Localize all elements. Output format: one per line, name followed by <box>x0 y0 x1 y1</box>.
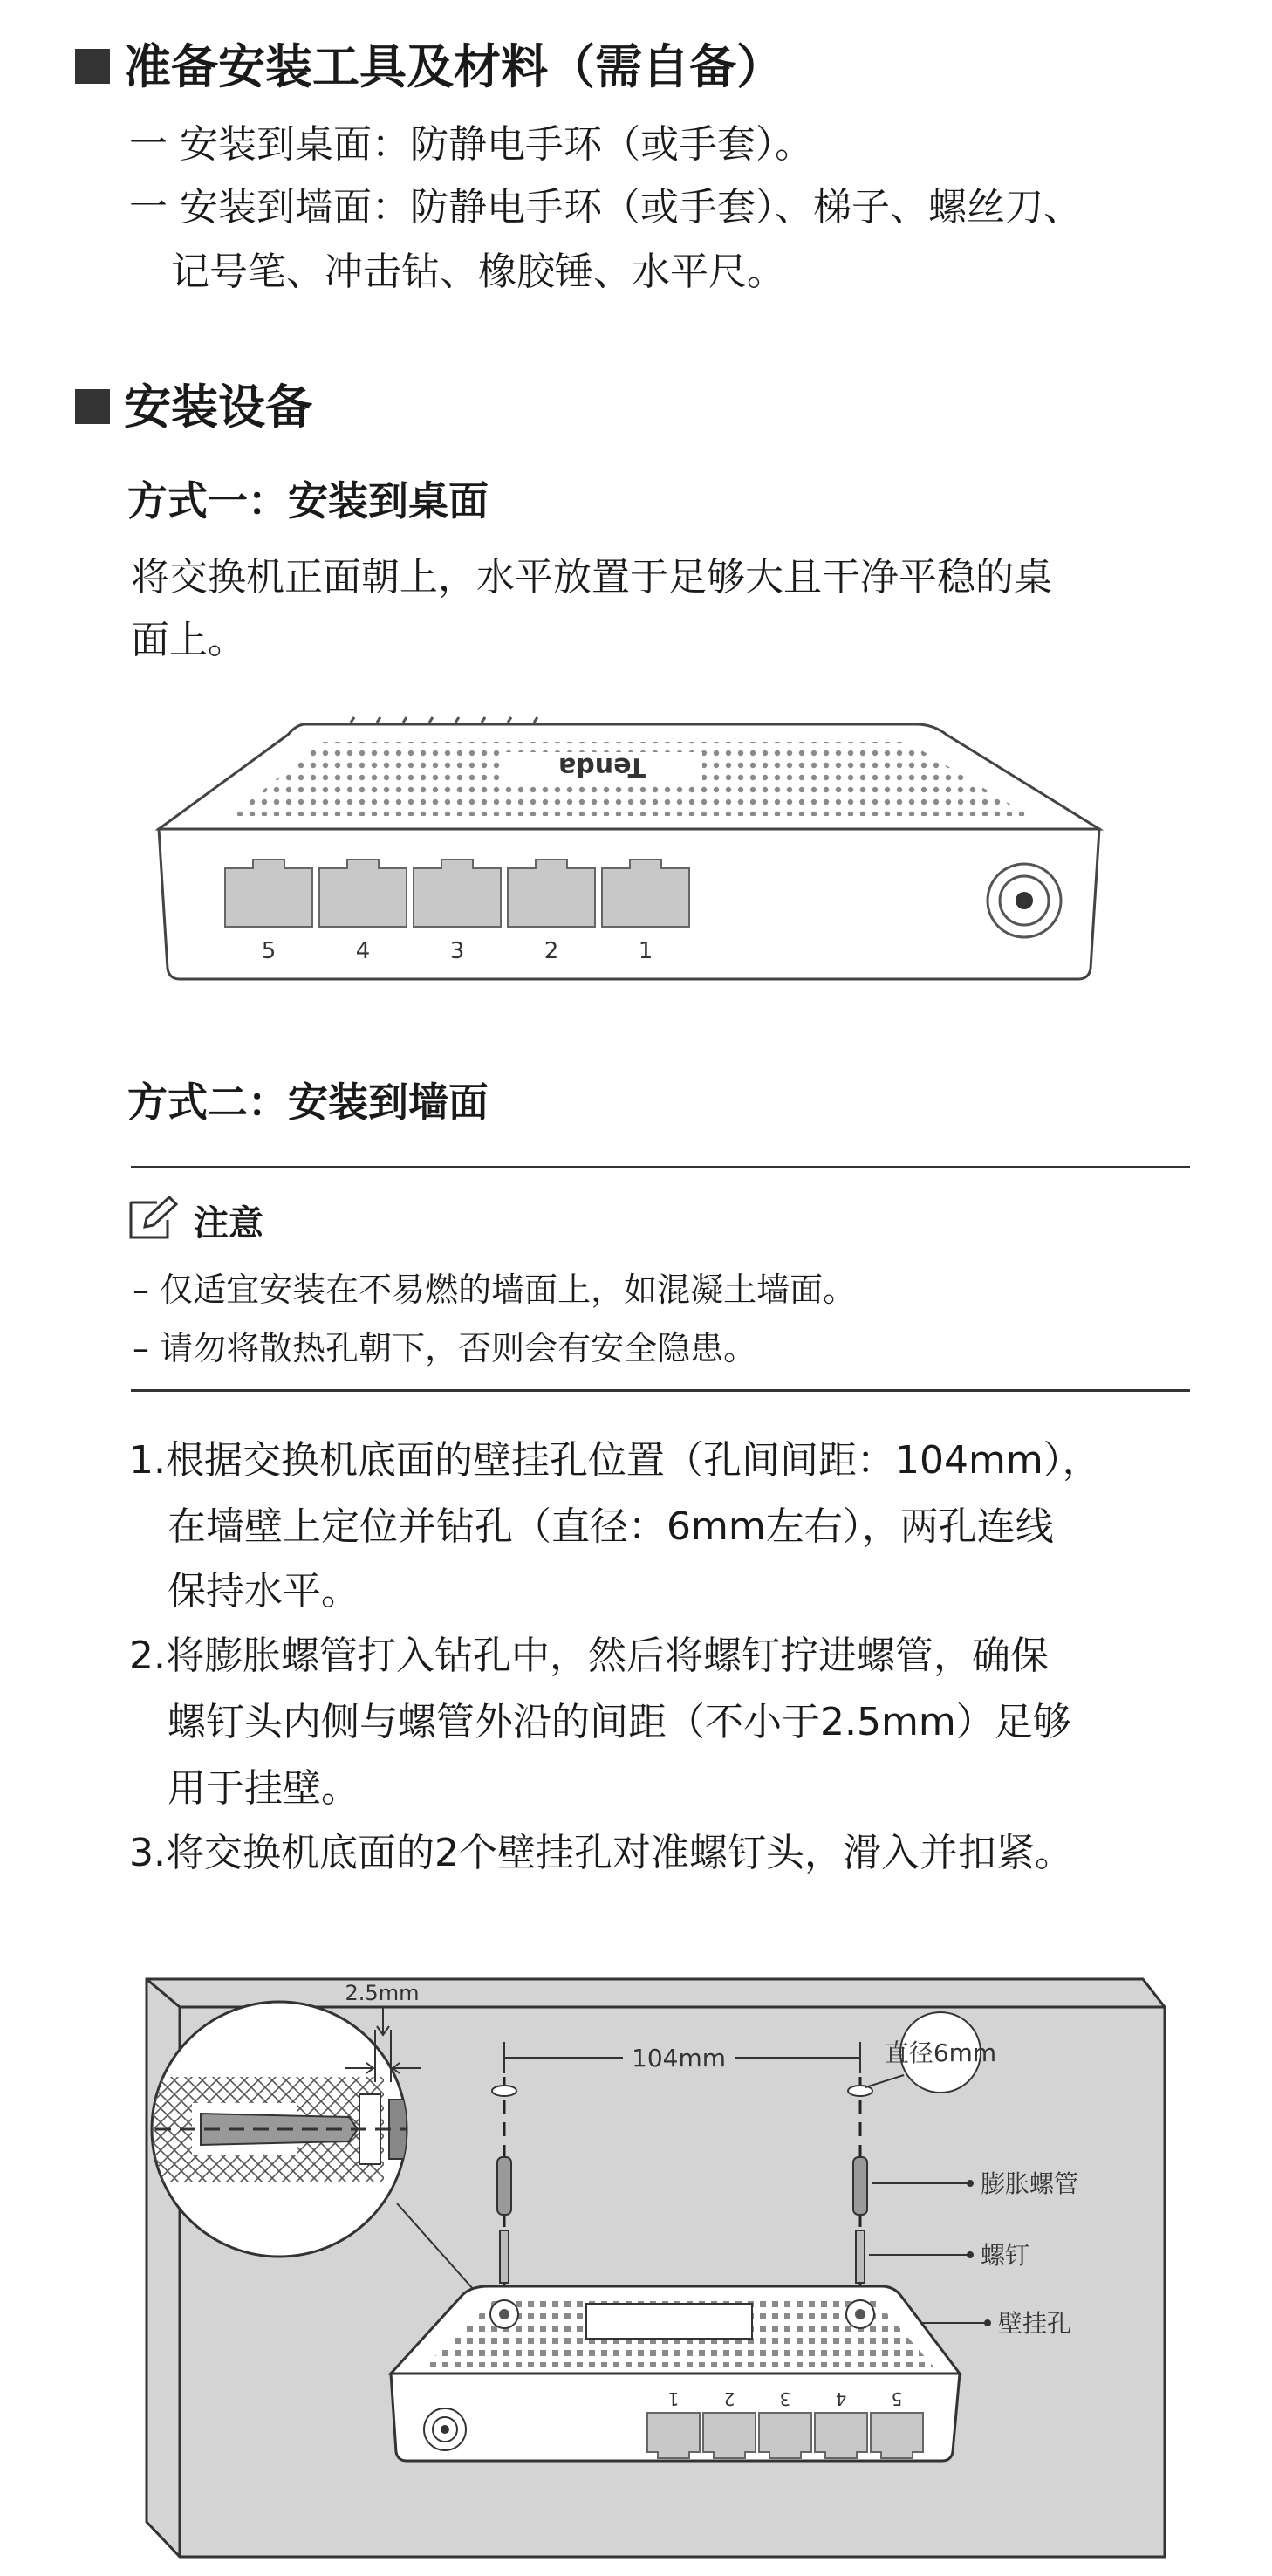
port-icon <box>815 2413 867 2458</box>
note-item: – 仅适宜安装在不易燃的墙面上，如混凝土墙面。 <box>133 1271 857 1309</box>
port-icon <box>508 860 595 927</box>
power-jack-icon <box>988 864 1061 937</box>
divider <box>131 1166 1190 1168</box>
port-icon <box>602 860 689 927</box>
port-label: 5 <box>891 2388 903 2409</box>
heading-square-icon <box>75 389 110 424</box>
screw-icon <box>856 2230 865 2283</box>
diameter-label: 直径6mm <box>884 2038 997 2067</box>
port-icon <box>414 860 501 927</box>
anchor-label: 膨胀螺管 <box>981 2169 1079 2198</box>
anchor-icon <box>853 2157 867 2215</box>
port-icon <box>759 2413 811 2458</box>
port-icon <box>225 860 312 927</box>
note-item: – 请勿将散热孔朝下，否则会有安全隐患。 <box>133 1329 757 1367</box>
method2-title: 方式二：安装到墙面 <box>127 1079 489 1126</box>
port-icon <box>703 2413 756 2458</box>
port-icon <box>647 2413 700 2458</box>
tools-wall-line-cont: 记号笔、冲击钻、橡胶锤、水平尺。 <box>171 250 785 294</box>
section-heading-install: 安装设备 <box>124 380 312 435</box>
hole-label: 壁挂孔 <box>998 2309 1072 2338</box>
method1-text: 将交换机正面朝上，水平放置于足够大且干净平稳的桌 <box>131 555 1052 599</box>
pencil-note-icon <box>127 1196 180 1241</box>
switch-desktop-figure <box>148 698 1125 995</box>
port-label: 3 <box>449 938 465 964</box>
svg-text:Tenda: Tenda <box>558 751 646 782</box>
step-2-cont: 螺钉头内侧与螺管外沿的间距（不小于2.5mm）足够 <box>168 1700 1071 1744</box>
divider <box>131 1389 1190 1392</box>
port-label: 4 <box>355 938 371 964</box>
screw-icon <box>500 2230 509 2283</box>
step-2: 2.将膨胀螺管打入钻孔中，然后将螺钉拧进螺管，确保 <box>129 1634 1049 1678</box>
step-1-cont: 保持水平。 <box>168 1569 359 1613</box>
port-label: 1 <box>638 938 653 964</box>
port-icon <box>871 2413 923 2458</box>
step-3: 3.将交换机底面的2个壁挂孔对准螺钉头，滑入并扣紧。 <box>129 1831 1073 1875</box>
spacing-label: 104mm <box>632 2044 726 2072</box>
step-1: 1.根据交换机底面的壁挂孔位置（孔间间距：104mm）， <box>129 1438 1101 1483</box>
drill-hole-icon <box>492 2086 516 2096</box>
port-label: 5 <box>261 938 277 964</box>
brand-logo <box>502 751 702 784</box>
port-icon <box>319 860 407 927</box>
note-title: 注意 <box>194 1203 263 1243</box>
port-label: 1 <box>667 2388 680 2409</box>
gap-label: 2.5mm <box>345 1981 420 2005</box>
port-label: 4 <box>835 2388 847 2409</box>
anchor-icon <box>497 2157 511 2215</box>
method1-text-cont: 面上。 <box>131 618 246 662</box>
heading-square-icon <box>75 49 110 84</box>
port-label: 2 <box>544 938 559 964</box>
method1-title: 方式一：安装到桌面 <box>127 477 489 524</box>
tools-wall-line: 一 安装到墙面：防静电手环（或手套）、梯子、螺丝刀、 <box>129 185 1082 230</box>
switch-bottom-view <box>391 2286 960 2461</box>
port-label: 2 <box>723 2388 735 2409</box>
port-label: 3 <box>779 2388 791 2409</box>
step-1-cont: 在墙壁上定位并钻孔（直径：6mm左右），两孔连线 <box>168 1504 1054 1549</box>
step-2-cont: 用于挂壁。 <box>168 1766 359 1811</box>
screw-label: 螺钉 <box>981 2241 1030 2270</box>
section-heading-tools: 准备安装工具及材料（需自备） <box>124 39 783 94</box>
tools-desktop-line: 一 安装到桌面：防静电手环（或手套）。 <box>129 122 813 167</box>
wall-mount-figure <box>0 1920 1272 2576</box>
